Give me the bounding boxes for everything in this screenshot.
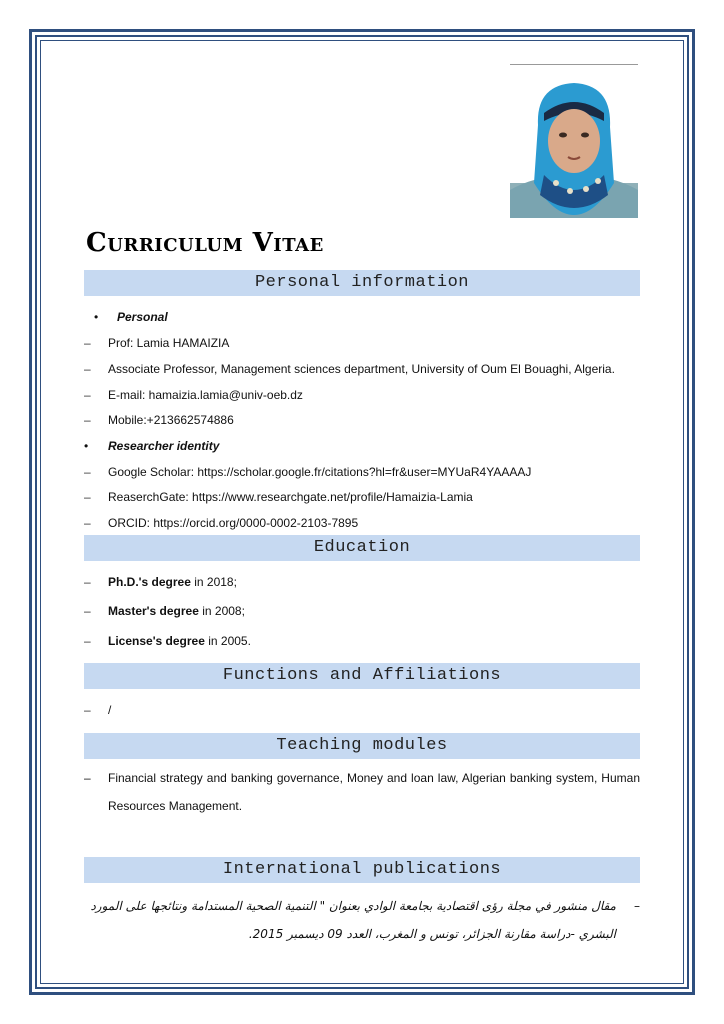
publication-item (84, 892, 640, 948)
dash-icon: – (84, 604, 91, 618)
researchgate-link[interactable]: ReaserchGate: https://www.researchgate.net/profile/Hamaizia-Lamia (108, 490, 473, 504)
publication-text: مقال منشور في مجلة رؤى اقتصادية بجامعة الوادي بعنوان " التنمية الصحية المستدامة ونتائجها على المورد البشري -دراسة مقارنة الجزائر، تونس و المغرب، العدد 09 ديسمبر 2015. (90, 899, 616, 941)
dash-icon: – (84, 465, 91, 479)
section-international-publications: International publications (84, 857, 640, 883)
dash-icon: – (634, 899, 640, 913)
scholar-link[interactable]: Google Scholar: https://scholar.google.fr/citations?hl=fr&user=MYUaR4YAAAAJ (108, 465, 532, 479)
degree-name: License's degree (108, 634, 205, 648)
bullet-icon: • (94, 310, 99, 324)
orcid-link[interactable]: ORCID: https://orcid.org/0000-0002-2103-7895 (108, 516, 359, 530)
dash-icon: – (84, 703, 91, 717)
degree-year: in 2008; (198, 604, 245, 618)
cv-title: Curriculum Vitae (86, 228, 324, 258)
degree-year: in 2018; (190, 575, 237, 589)
dash-icon: – (84, 634, 91, 648)
profile-photo (510, 64, 638, 218)
section-teaching-modules: Teaching modules (84, 733, 640, 759)
dash-icon: – (84, 490, 91, 504)
degree-name: Master's degree (108, 604, 199, 618)
teaching-text: Financial strategy and banking governance, Money and loan law, Algerian banking system, Human Resources Management. (108, 771, 640, 813)
functions-text: / (108, 703, 112, 717)
dash-icon: – (84, 575, 91, 589)
dash-icon: – (84, 388, 91, 402)
dash-icon: – (84, 362, 91, 376)
personal-heading-label: Personal (117, 310, 168, 324)
section-functions-affiliations: Functions and Affiliations (84, 663, 640, 689)
dash-icon: – (84, 336, 91, 350)
degree-name: Ph.D.'s degree (108, 575, 191, 589)
dash-icon: – (84, 771, 91, 785)
dash-icon: – (84, 516, 91, 530)
bullet-icon: • (84, 439, 89, 453)
name-text: Prof: Lamia HAMAIZIA (108, 336, 230, 350)
researcher-heading-label: Researcher identity (108, 439, 220, 453)
mobile-text: Mobile:+213662574886 (108, 413, 234, 427)
section-education: Education (84, 535, 640, 561)
email-text: E-mail: hamaizia.lamia@univ-oeb.dz (108, 388, 303, 402)
position-text: Associate Professor, Management sciences department, University of Oum El Bouaghi, Algeria. (108, 362, 615, 376)
dash-icon: – (84, 413, 91, 427)
degree-year: in 2005. (204, 634, 251, 648)
section-personal-information: Personal information (84, 270, 640, 296)
